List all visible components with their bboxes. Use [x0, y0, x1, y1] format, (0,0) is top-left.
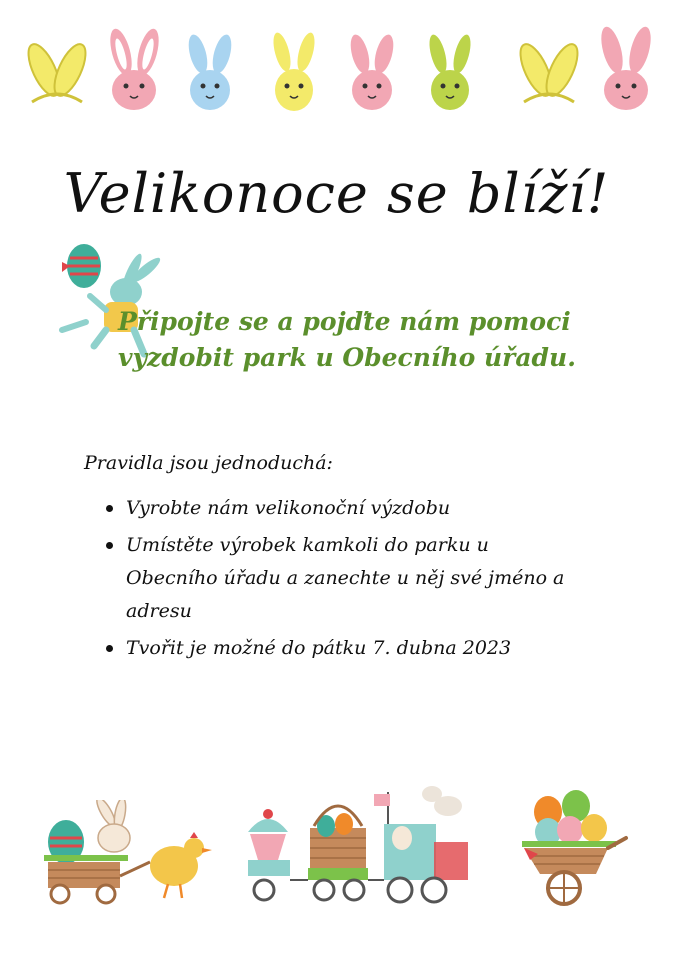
- list-item-text: Umístěte výrobek kamkoli do parku u: [126, 534, 489, 556]
- bullet-icon: [106, 542, 113, 549]
- easter-train-icon: [234, 776, 484, 910]
- list-item: [104, 492, 584, 525]
- rules-list: [104, 492, 584, 669]
- list-item: [104, 632, 584, 665]
- invitation-line: vyzdobit park u Obecního úřadu.: [118, 343, 576, 372]
- bunny-head-icon: [347, 33, 397, 110]
- bunny-head-icon: [597, 24, 655, 110]
- list-item-text: Vyrobte nám velikonoční výzdobu: [126, 497, 451, 519]
- bunny-head-icon: [426, 33, 474, 110]
- easter-cart-icon: [40, 800, 220, 910]
- egg-wheelbarrow-icon: [512, 790, 632, 914]
- bullet-icon: [106, 505, 113, 512]
- invitation-line: Připojte se a pojďte nám pomoci: [118, 307, 571, 336]
- list-item-text: adresu: [126, 600, 192, 622]
- bullet-icon: [106, 645, 113, 652]
- bunny-ears-icon: [514, 40, 584, 102]
- bunny-head-icon: [185, 33, 235, 110]
- bunny-ears-icon: [22, 40, 92, 102]
- page-title: Velikonoce se blíží!: [63, 162, 610, 225]
- list-item-text: Obecního úřadu a zanechte u něj své jméno a: [126, 567, 565, 589]
- invitation: [118, 304, 576, 376]
- list-item: [104, 529, 584, 628]
- bunny-head-icon: [270, 31, 318, 111]
- bunny-row: [0, 20, 673, 120]
- rules-heading: Pravidla jsou jednoduchá:: [84, 452, 333, 474]
- list-item-text: Tvořit je možné do pátku 7. dubna 2023: [126, 637, 512, 659]
- bunny-head-icon: [106, 26, 163, 110]
